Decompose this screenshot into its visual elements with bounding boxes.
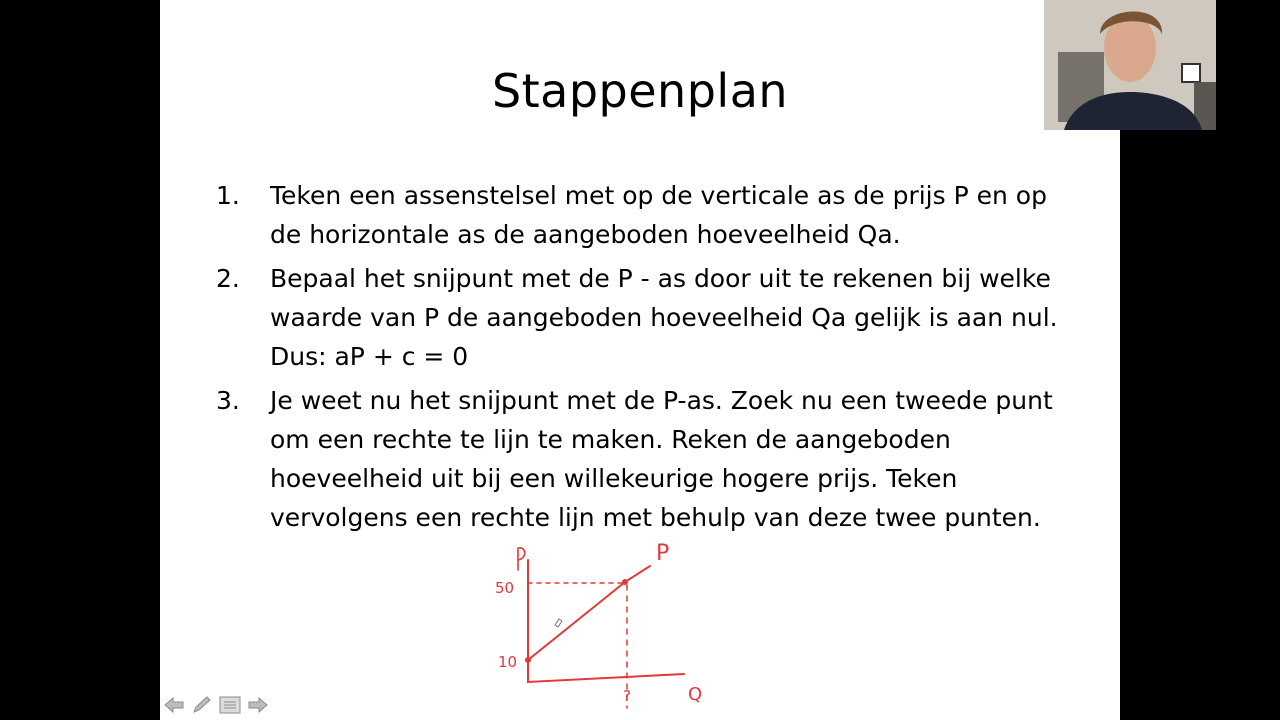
steps-list (216, 176, 1076, 542)
slide-menu-button[interactable] (218, 694, 242, 716)
slide-title: Stappenplan (491, 64, 789, 118)
arrow-left-icon (163, 697, 185, 713)
slide (160, 0, 1120, 720)
pen-tool-button[interactable] (190, 694, 214, 716)
sketch-axes (528, 560, 684, 682)
step-text: Teken een assenstelsel met op de verticale as de prijs P en op de horizontale as de aangeboden hoeveelheid Qa. (270, 181, 1047, 249)
label-p: P (656, 541, 670, 566)
supply-sketch (480, 530, 740, 720)
step-item (216, 176, 1076, 254)
presenter-video (1044, 0, 1216, 130)
pen-cursor-icon (555, 619, 562, 627)
step-item (216, 381, 1076, 537)
next-slide-button[interactable] (246, 694, 270, 716)
menu-icon (219, 696, 241, 714)
point-high (622, 579, 628, 585)
label-unknown: ? (623, 687, 631, 705)
supply-line (528, 582, 625, 660)
supply-line-extension (625, 566, 650, 582)
label-10: 10 (498, 653, 518, 671)
label-q: Q (688, 684, 703, 705)
step-number: 1. (216, 181, 240, 210)
step-number: 3. (216, 386, 240, 415)
arrow-right-icon (247, 697, 269, 713)
step-number: 2. (216, 264, 240, 293)
pen-icon (191, 695, 213, 715)
p-letter-sketch (518, 548, 525, 570)
slide-navigation (162, 694, 270, 716)
webcam-video (1044, 0, 1216, 130)
step-text: Bepaal het snijpunt met de P - as door uit te rekenen bij welke waarde van P de aangeboden hoeveelheid Qa gelijk is aan nul. Dus: aP + c = 0 (270, 264, 1058, 371)
label-50: 50 (495, 579, 515, 597)
prev-slide-button[interactable] (162, 694, 186, 716)
step-text: Je weet nu het snijpunt met de P-as. Zoek nu een tweede punt om een rechte te lijn te maken. Reken de aangeboden hoeveelheid uit bij een willekeurige hogere prijs. Teken vervolgens een rechte lijn met behulp van deze twee punten. (270, 386, 1053, 532)
point-low (525, 657, 531, 663)
step-item (216, 259, 1076, 376)
